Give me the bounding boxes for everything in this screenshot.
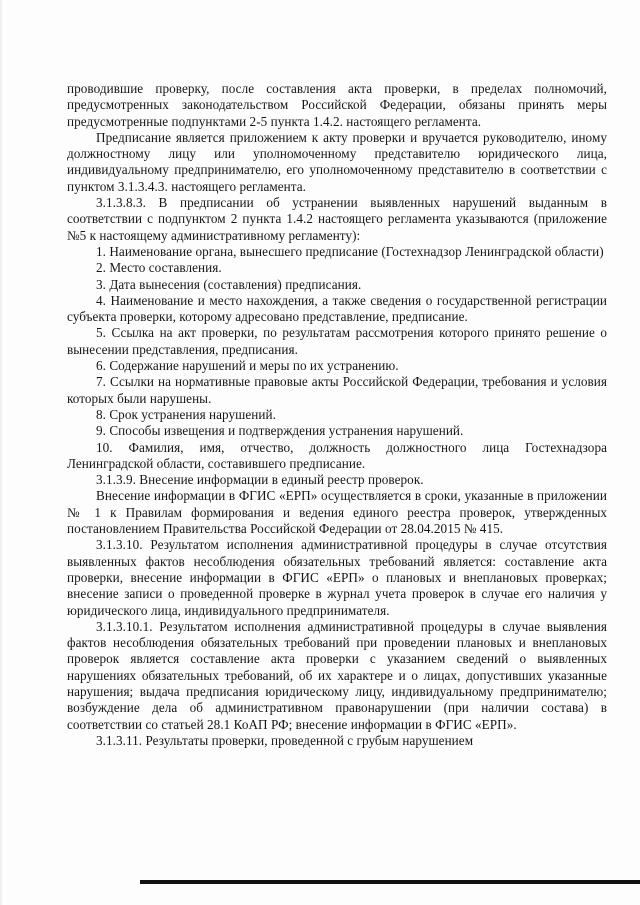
list-item-9: 9. Способы извещения и подтверждения устранения нарушений. xyxy=(96,423,464,439)
document-body xyxy=(67,81,607,749)
list-item-8: 8. Срок устранения нарушений. xyxy=(96,406,276,422)
paragraph-3-1-3-8-3: 3.1.3.8.3. В предписании об устранении выявленных нарушений выданным в соответствии с подпунктом 2 пункта 1.4.2 настоящего регламента указываются (приложение №5 к настоящему административному регламенту): xyxy=(67,195,607,243)
paragraph-continuation: проводившие проверку, после составления акта проверки, в пределах полномочий, предусмотренных законодательством Российской Федерации, обязаны принять меры предусмотренные подпунктами 2-5 пункта 1.4.2. настоящего регламента. xyxy=(67,81,607,129)
list-item-3: 3. Дата вынесения (составления) предписания. xyxy=(96,276,362,292)
scan-edge xyxy=(0,0,2,905)
paragraph-3-1-3-9: 3.1.3.9. Внесение информации в единый реестр проверок. xyxy=(96,472,424,488)
list-item-1: 1. Наименование органа, вынесшего предписание (Гостехнадзор Ленинградской области) xyxy=(96,243,604,259)
list-item-6: 6. Содержание нарушений и меры по их устранению. xyxy=(96,358,399,374)
list-item-10: 10. Фамилия, имя, отчество, должность должностного лица Гостехнадзора Ленинградской области, составившего предписание. xyxy=(67,439,607,471)
paragraph-prescription-attachment: Предписание является приложением к акту проверки и вручается руководителю, иному должностному лицу или уполномоченному представителю юридического лица, индивидуальному предпринимателю, его уполномоченному представителю в соответствии с пунктом 3.1.3.4.3. настоящего регламента. xyxy=(67,129,607,194)
scan-bottom-rule xyxy=(140,880,640,884)
paragraph-3-1-3-10: 3.1.3.10. Результатом исполнения административной процедуры в случае отсутствия выявленных фактов несоблюдения обязательных требований является: составление акта проверки, внесение информации в ФГИС «ЕРП» о плановых и внеплановых проверках; внесение записи о проведенной проверке в журнал учета проверок в случае его наличия у юридического лица, индивидуального предпринимателя. xyxy=(67,537,607,618)
list-item-5: 5. Ссылка на акт проверки, по результатам рассмотрения которого принято решение о вынесении представления, предписания. xyxy=(67,325,607,357)
list-item-2: 2. Место составления. xyxy=(96,260,222,276)
paragraph-3-1-3-10-1: 3.1.3.10.1. Результатом исполнения административной процедуры в случае выявления фактов несоблюдения обязательных требований при проведении плановых и внеплановых проверок является составление акта проверки с указанием сведений о выявленных нарушениях обязательных требований, об их характере и о лицах, допустивших указанные нарушения; выдача предписания юридическому лицу, индивидуальному предпринимателю; возбуждение дела об административном правонарушении (при наличии состава) в соответствии со статьей 28.1 КоАП РФ; внесение информации в ФГИС «ЕРП». xyxy=(67,618,607,732)
list-item-7: 7. Ссылки на нормативные правовые акты Российской Федерации, требования и условия которых были нарушены. xyxy=(67,374,607,406)
list-item-4: 4. Наименование и место нахождения, а также сведения о государственной регистрации субъекта проверки, которому адресовано представление, предписание. xyxy=(67,292,607,325)
paragraph-3-1-3-11: 3.1.3.11. Результаты проверки, проведенной с грубым нарушением xyxy=(96,732,474,748)
paragraph-registry-info: Внесение информации в ФГИС «ЕРП» осуществляется в сроки, указанные в приложении № 1 к Правилам формирования и ведения единого реестра проверок, утвержденных постановлением Правительства Российской Федерации от 28.04.2015 № 415. xyxy=(67,488,607,537)
